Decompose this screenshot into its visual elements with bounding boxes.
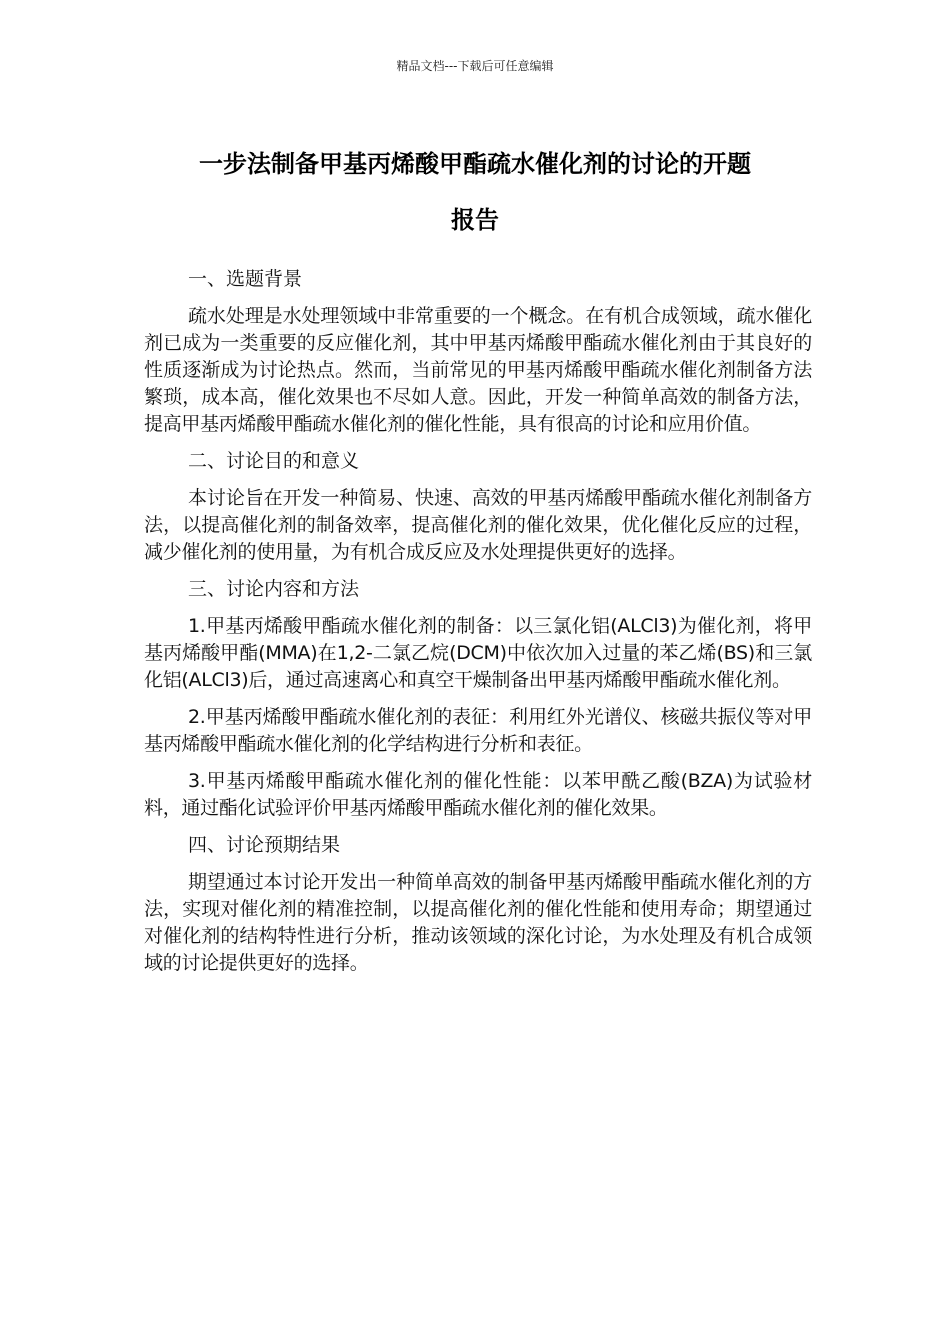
section-heading-content-methods: 三、讨论内容和方法 [188,578,360,600]
section-heading-expected-results: 四、讨论预期结果 [188,834,341,856]
paragraph-purpose: 本讨论旨在开发一种简易、快速、高效的甲基丙烯酸甲酯疏水催化剂制备方法，以提高催化剂的制备效率，提高催化剂的催化效果，优化催化反应的过程，减少催化剂的使用量，为有机合成反应及水处理提供更好的选择。 [144,487,812,563]
header-note: 精品文档---下载后可任意编辑 [396,59,554,73]
section-heading-purpose: 二、讨论目的和意义 [188,450,360,472]
document-title-line-2: 报告 [451,206,499,234]
paragraph-method-performance: 3.甲基丙烯酸甲酯疏水催化剂的催化性能：以苯甲酰乙酸(BZA)为试验材料，通过酯化试验评价甲基丙烯酸甲酯疏水催化剂的催化效果。 [144,770,812,819]
document-title [140,136,810,248]
document-title-line-1: 一步法制备甲基丙烯酸甲酯疏水催化剂的讨论的开题 [199,150,751,178]
paragraph-method-preparation: 1.甲基丙烯酸甲酯疏水催化剂的制备：以三氯化铝(ALCl3)为催化剂，将甲基丙烯酸甲酯(MMA)在1,2-二氯乙烷(DCM)中依次加入过量的苯乙烯(BS)和三氯化铝(ALCl3)后，通过高速离心和真空干燥制备出甲基丙烯酸甲酯疏水催化剂。 [144,615,812,691]
section-heading-background: 一、选题背景 [188,268,303,290]
paragraph-method-characterization: 2.甲基丙烯酸甲酯疏水催化剂的表征：利用红外光谱仪、核磁共振仪等对甲基丙烯酸甲酯疏水催化剂的化学结构进行分析和表征。 [144,706,812,755]
document-body [144,266,812,987]
paragraph-expected-results: 期望通过本讨论开发出一种简单高效的制备甲基丙烯酸甲酯疏水催化剂的方法，实现对催化剂的精准控制，以提高催化剂的催化性能和使用寿命；期望通过对催化剂的结构特性进行分析，推动该领域的深化讨论，为水处理及有机合成领域的讨论提供更好的选择。 [144,871,812,974]
paragraph-background: 疏水处理是水处理领域中非常重要的一个概念。在有机合成领域，疏水催化剂已成为一类重要的反应催化剂，其中甲基丙烯酸甲酯疏水催化剂由于其良好的性质逐渐成为讨论热点。然而，当前常见的甲基丙烯酸甲酯疏水催化剂制备方法繁琐，成本高，催化效果也不尽如人意。因此，开发一种简单高效的制备方法，提高甲基丙烯酸甲酯疏水催化剂的催化性能，具有很高的讨论和应用价值。 [144,305,812,435]
